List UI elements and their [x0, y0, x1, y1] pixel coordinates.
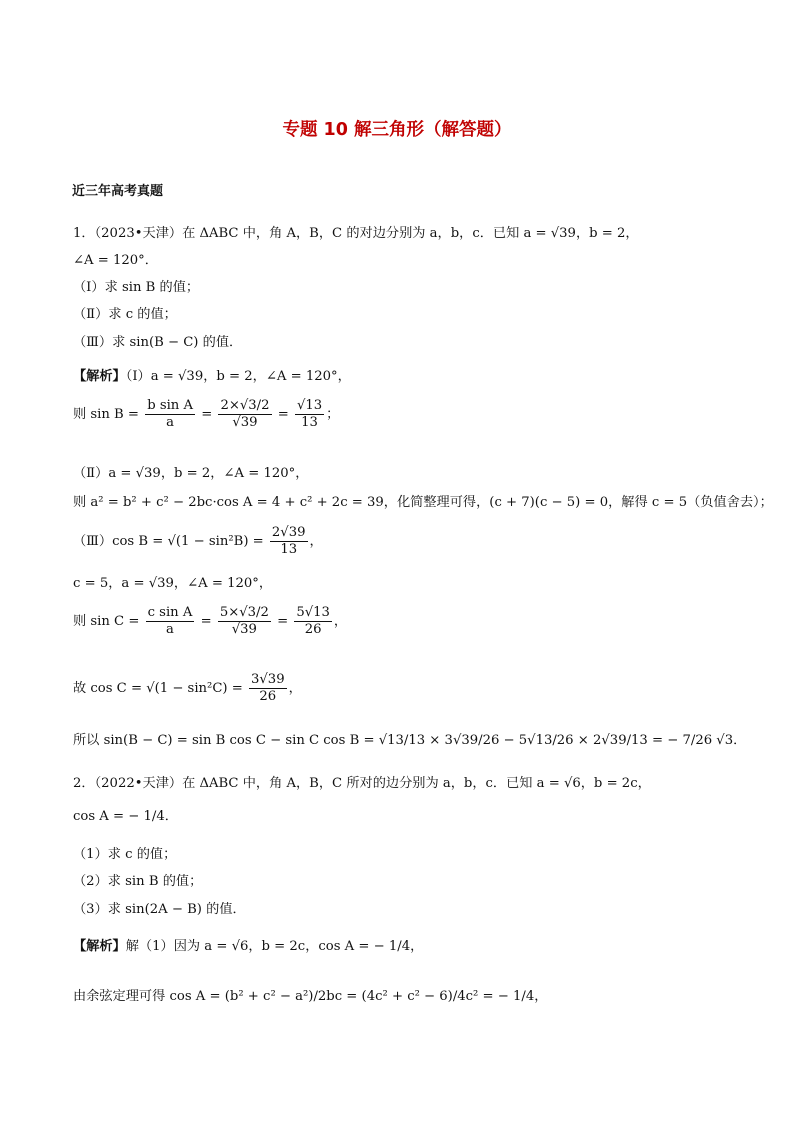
q2-solution-line1	[73, 938, 423, 956]
q1-solution-line9: 所以 sin(B − C) = sin B cos C − sin C cos B = √13/13 × 3√39/26 − 5√13/26 × 2√39/13 = − 7/26 √3．	[73, 733, 747, 748]
q1-stem-line1: 1．（2023•天津）在 ΔABC 中，角 A，B，C 的对边分别为 a，b，c．已知 a = √39，b = 2，	[73, 226, 639, 241]
fraction	[218, 398, 271, 431]
q1-part-2: （Ⅱ）求 c 的值；	[73, 307, 177, 322]
fraction	[249, 672, 287, 705]
q1-solution-line7: 则 sin C = $\frac{\text{c sin A}}{a}$ = $\frac{5\times√3/2}{√39}$ = $\frac{5√13}{26}$ ，	[73, 605, 348, 637]
q1-solution-line8: 故 cos C = √(1 − sin²C) = $\frac{3√39}{26}$ ，	[73, 672, 302, 704]
fraction-den: 13	[280, 542, 298, 557]
q1-sol5-lead: （Ⅲ）cos B = √(1 − sin²B) =	[73, 534, 264, 549]
fraction-num: 5×√3/2	[219, 605, 269, 620]
q1-solution-line5: （Ⅲ）cos B = √(1 − sin²B) = $\frac{2√39}{13}$ ，	[73, 525, 323, 557]
fraction-num: 5√13	[296, 605, 330, 620]
fraction-num: 2√39	[271, 525, 306, 540]
q1-sol1-text: （Ⅰ）a = √39，b = 2，∠A = 120°，	[125, 369, 351, 384]
q2-part-2: （2）求 sin B 的值；	[73, 874, 203, 889]
q2-stem-line1: 2．（2022•天津）在 ΔABC 中，角 A，B，C 所对的边分别为 a，b，c．已知 a = √6，b = 2c，	[73, 776, 651, 791]
q1-part-3: （Ⅲ）求 sin(B − C) 的值．	[73, 335, 243, 350]
fraction	[146, 605, 195, 638]
q1-sol8-lead: 故 cos C = √(1 − sin²C) =	[73, 681, 243, 696]
fraction	[295, 398, 324, 431]
fraction-den: a	[166, 622, 174, 637]
fraction-num: b sin A	[147, 398, 194, 413]
fraction-num: 2×√3/2	[220, 398, 270, 413]
q1-sol7-lead: 则 sin C =	[73, 614, 140, 629]
solution-tag: 【解析】	[73, 939, 126, 954]
section-heading: 近三年高考真题	[72, 184, 164, 199]
q1-solution-line1	[73, 368, 351, 386]
page-title: 专题 10 解三角形（解答题）	[282, 120, 512, 140]
fraction	[270, 525, 308, 558]
fraction	[218, 605, 271, 638]
q1-solution-line6: c = 5，a = √39，∠A = 120°，	[73, 576, 273, 591]
solution-tag: 【解析】	[73, 369, 126, 384]
fraction	[145, 398, 195, 431]
q2-stem-line2: cos A = − 1/4．	[73, 809, 178, 824]
q1-part-1: （Ⅰ）求 sin B 的值；	[73, 280, 200, 295]
fraction-num: √13	[296, 398, 323, 413]
q2-part-1: （1）求 c 的值；	[73, 847, 177, 862]
q2-solution-line2: 由余弦定理可得 cos A = (b² + c² − a²)/2bc = (4c² + c² − 6)/4c² = − 1/4，	[73, 989, 548, 1004]
fraction-den: 13	[301, 415, 318, 430]
fraction-den: 26	[259, 689, 277, 704]
fraction-num: c sin A	[147, 605, 193, 620]
q1-sol2-lead: 则 sin B =	[73, 407, 139, 422]
q1-stem-line2: ∠A = 120°．	[73, 253, 158, 268]
q2-sol1-text: 解（1）因为 a = √6，b = 2c，cos A = − 1/4，	[125, 939, 424, 954]
q1-solution-line3: （Ⅱ）a = √39，b = 2，∠A = 120°，	[73, 466, 309, 481]
q2-part-3: （3）求 sin(2A − B) 的值．	[73, 902, 246, 917]
fraction-num: 3√39	[251, 672, 285, 687]
fraction-den: a	[166, 415, 175, 430]
fraction-den: 26	[304, 622, 322, 637]
q1-solution-line4: 则 a² = b² + c² − 2bc·cos A = 4 + c² + 2c = 39，化简整理可得，(c + 7)(c − 5) = 0，解得 c = 5（负值舍去）；	[73, 495, 773, 510]
q1-solution-line2: 则 sin B = $\frac{\text{b sin A}}{a}$ = $\frac{2\times√3/2}{√39}$ = $\frac{√13}{13}$ ；	[73, 398, 340, 430]
fraction	[294, 605, 332, 638]
fraction-den: √39	[231, 622, 257, 637]
fraction-den: √39	[232, 415, 258, 430]
